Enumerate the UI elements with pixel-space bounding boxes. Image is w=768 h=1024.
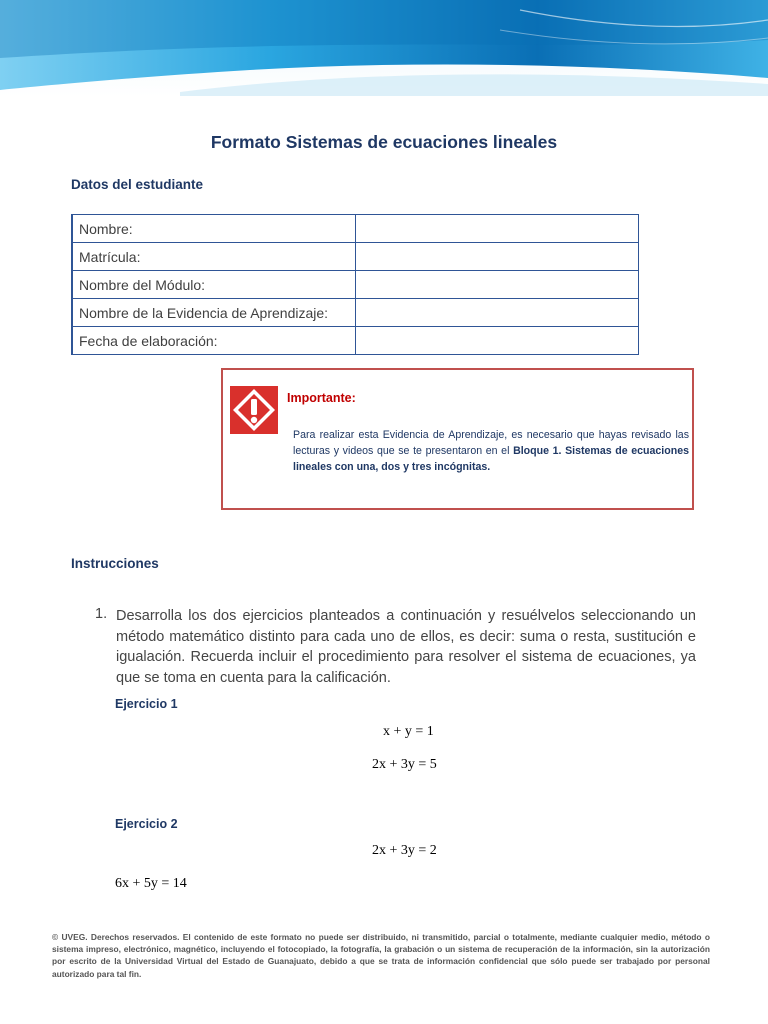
row-value-nombre[interactable] [356, 215, 639, 243]
table-row [72, 215, 639, 243]
row-value-fecha[interactable] [356, 327, 639, 355]
copyright-footer: © UVEG. Derechos reservados. El contenido de este formato no puede ser distribuido, ni transmitido, parcial o totalmente, mediante cualquier medio, método o sistema impreso, electrónico, magnético, incluyendo el fotocopiado, la fotografía, la grabación o un sistema de recuperación de la información, sin la autorización por escrito de la Universidad Virtual del Estado de Guanajuato, debido a que se trata de información confidencial que sólo puede ser trabajado por personal autorizado para tal fin. [52, 932, 710, 979]
list-item-text: Desarrolla los dos ejercicios planteados a continuación y resuélvelos seleccionando un método matemático distinto para cada uno de ellos, es decir: suma o resta, sustitución e igualación. Recuerda incluir el procedimiento para resolver el sistema de ecuaciones, ya que se toma en cuenta para la calificación. [116, 608, 696, 686]
instructions-heading: Instrucciones [71, 556, 159, 571]
list-item-number: 1. [95, 606, 108, 622]
exercise-2-title: Ejercicio 2 [115, 817, 178, 831]
exercise-1-title: Ejercicio 1 [115, 697, 178, 711]
important-text [293, 427, 689, 475]
important-text-bold: Bloque 1. Sistemas de ecuaciones lineales con una, dos y tres incógnitas. [293, 445, 689, 473]
table-row [72, 299, 639, 327]
student-data-heading: Datos del estudiante [71, 177, 204, 192]
table-row [72, 271, 639, 299]
exercise-1-equation-2: 2x + 3y = 5 [372, 757, 437, 772]
table-row [72, 327, 639, 355]
important-notice-box [221, 368, 694, 510]
student-data-table [71, 214, 639, 355]
exercise-1-equation-1: x + y = 1 [383, 724, 434, 739]
important-title: Importante: [287, 391, 356, 405]
exercise-2-equation-2: 6x + 5y = 14 [115, 876, 187, 891]
row-label-matricula: Matrícula: [72, 243, 356, 271]
important-text-intro: Para realizar esta Evidencia de Aprendizaje, es necesario que hayas revisado las lecturas y videos que se te presentaron en el [293, 429, 689, 457]
row-label-modulo: Nombre del Módulo: [72, 271, 356, 299]
row-label-nombre: Nombre: [72, 215, 356, 243]
header-banner [0, 0, 768, 96]
exercise-2-equation-1: 2x + 3y = 2 [372, 843, 437, 858]
warning-diamond-icon [230, 384, 278, 436]
document-title: Formato Sistemas de ecuaciones lineales [210, 132, 558, 152]
table-row [72, 243, 639, 271]
row-value-matricula[interactable] [356, 243, 639, 271]
row-label-fecha: Fecha de elaboración: [72, 327, 356, 355]
row-label-evidencia: Nombre de la Evidencia de Aprendizaje: [72, 299, 356, 327]
row-value-modulo[interactable] [356, 271, 639, 299]
row-value-evidencia[interactable] [356, 299, 639, 327]
